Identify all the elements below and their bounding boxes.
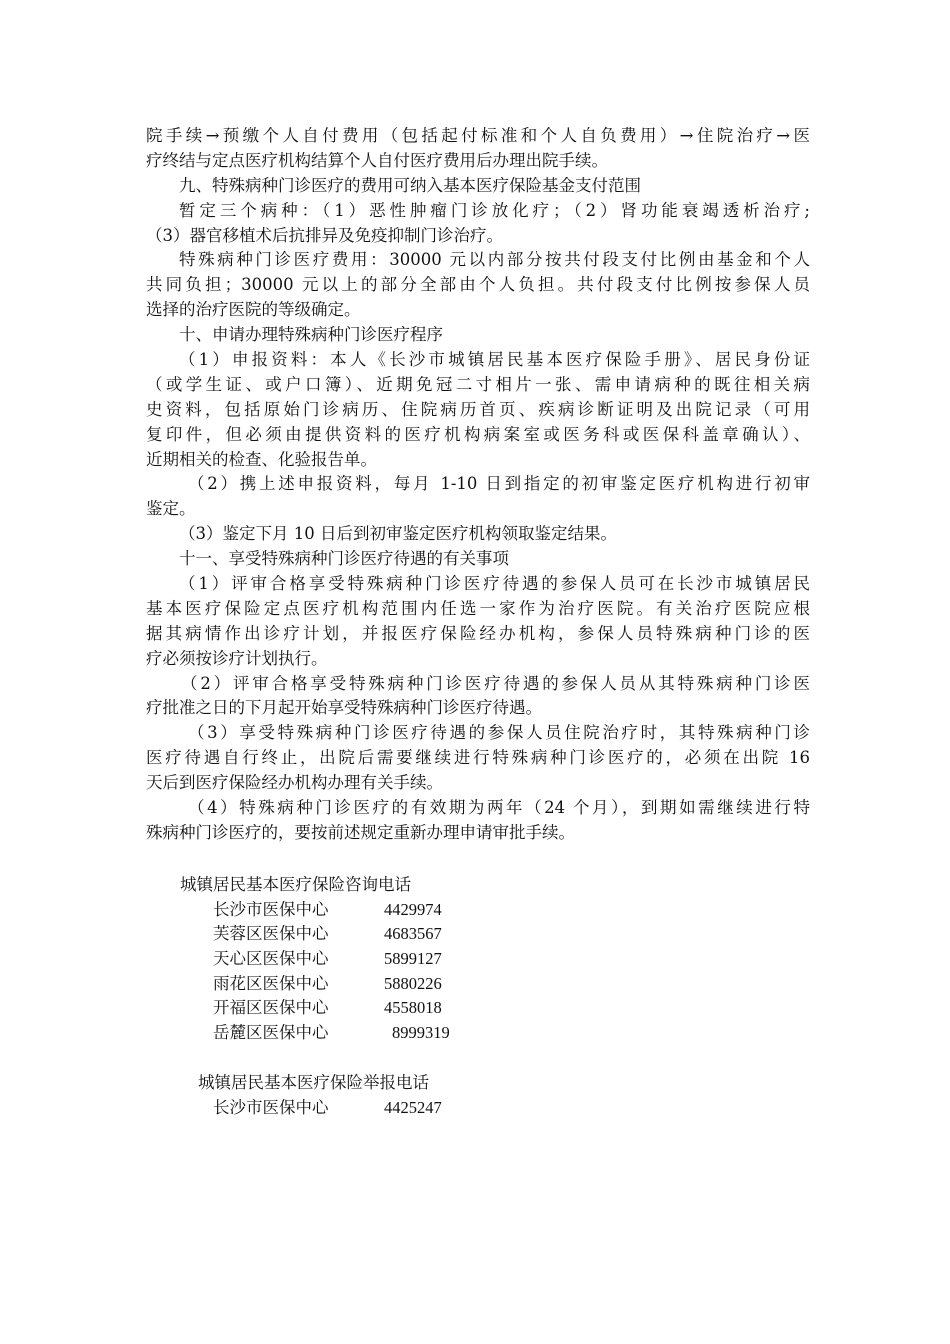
text-line: （1）评审合格享受特殊病种门诊医疗待遇的参保人员可在长沙市城镇居民 [179,574,810,594]
text-line: 鉴定。 [146,499,196,519]
paragraph [146,672,810,722]
text-line: 殊病种门诊医疗的，要按前述规定重新办理申请审批手续。 [146,822,575,842]
report-phone-list [146,1071,546,1120]
text-line: 特殊病种门诊医疗费用：30000 元以内部分按共付段支付比例由基金和个人 [179,250,810,270]
paragraph [146,572,810,672]
text-line: 暂定三个病种：（1）恶性肿瘤门诊放化疗；（2）肾功能衰竭透析治疗; [179,200,810,220]
text-line: 据其病情作出诊疗计划，并报医疗保险经办机构，参保人员特殊病种门诊的医 [146,623,810,643]
center-name: 天心区医保中心 [213,949,329,969]
text-line: 疗必须按诊疗计划执行。 [146,648,328,668]
text-line: （4）特殊病种门诊医疗的有效期为两年（24 个月），到期如需继续进行特 [188,798,810,818]
text-line: （3）鉴定下月 10 日后到初审鉴定医疗机构领取鉴定结果。 [179,524,617,544]
paragraph [146,248,810,323]
consult-phone-title: 城镇居民基本医疗保险咨询电话 [180,875,411,894]
text-line: （2）携上述申报资料，每月 1-10 日到指定的初审鉴定医疗机构进行初审 [188,474,810,494]
text-line: 院手续→预缴个人自付费用（包括起付标准和个人自负费用）→住院治疗→医 [146,126,810,145]
section-heading [146,547,810,572]
text-line: （2）评审合格享受特殊病种门诊医疗待遇的参保人员从其特殊病种门诊医 [181,673,810,693]
paragraph [146,522,810,547]
phone-row [146,996,546,1021]
phone-row [146,898,546,923]
center-name: 长沙市医保中心 [213,1097,329,1117]
paragraph [146,796,810,846]
phone-row [146,1096,546,1121]
paragraph [146,721,810,796]
text-line: 医疗待遇自行终止，出院后需要继续进行特殊病种门诊医疗的，必须在出院 16 [146,748,810,768]
text-line: （1）申报资料：本人《长沙市城镇居民基本医疗保险手册》、居民身份证 [179,350,810,370]
text-line: 史资料，包括原始门诊病历、住院病历首页、疾病诊断证明及出院记录（可用 [146,399,810,419]
phone-row [146,947,546,972]
phone-row [146,922,546,947]
phone-number: 4429974 [384,899,442,919]
text-line: 复印件，但必须由提供资料的医疗机构病案室或医务科或医保科盖章确认）、 [146,424,810,444]
center-name: 芙蓉区医保中心 [213,924,329,944]
phone-number: 8999319 [392,1023,450,1043]
consult-phone-list [146,873,546,1046]
paragraph [146,199,810,249]
text-line: 天后到医疗保险经办机构办理有关手续。 [146,773,443,793]
text-line: （3）器官移植术后抗排异及免疫抑制门诊治疗。 [146,225,503,245]
heading-10: 十、申请办理特殊病种门诊医疗程序 [179,325,443,345]
section-heading [146,174,810,199]
text-line: 疗批准之日的下月起开始享受特殊病种门诊医疗待遇。 [146,698,542,718]
text-line: 共同负担；30000 元以上的部分全部由个人负担。共付段支付比例按参保人员 [146,275,810,295]
center-name: 岳麓区医保中心 [213,1023,329,1043]
center-name: 雨花区医保中心 [213,973,329,993]
text-line: 疗终结与定点医疗机构结算个人自付医疗费用后办理出院手续。 [146,150,608,170]
text-line: 近期相关的检查、化验报告单。 [146,449,377,469]
section-heading [146,323,810,348]
phone-row [146,1021,546,1046]
center-name: 长沙市医保中心 [213,899,329,919]
paragraph [146,124,810,174]
phone-number: 4558018 [384,998,442,1018]
text-line: 基本医疗保险定点医疗机构范围内任选一家作为治疗医院。有关治疗医院应根 [146,598,810,618]
phone-number: 5880226 [384,973,442,993]
phone-number: 4683567 [384,924,442,944]
text-line: （3）享受特殊病种门诊医疗待遇的参保人员住院治疗时，其特殊病种门诊 [188,723,810,743]
paragraph [146,348,810,472]
heading-11: 十一、享受特殊病种门诊医疗待遇的有关事项 [179,549,509,569]
text-line: （或学生证、或户口簿）、近期免冠二寸相片一张、需申请病种的既往相关病 [146,374,810,394]
text-line: 选择的治疗医院的等级确定。 [146,300,361,320]
document-body [146,124,810,846]
phone-row [146,972,546,997]
center-name: 开福区医保中心 [213,998,329,1018]
phone-number: 4425247 [384,1097,442,1117]
report-phone-title: 城镇居民基本医疗保险举报电话 [198,1073,429,1092]
heading-9: 九、特殊病种门诊医疗的费用可纳入基本医疗保险基金支付范围 [179,175,641,195]
phone-number: 5899127 [384,949,442,969]
paragraph [146,472,810,522]
